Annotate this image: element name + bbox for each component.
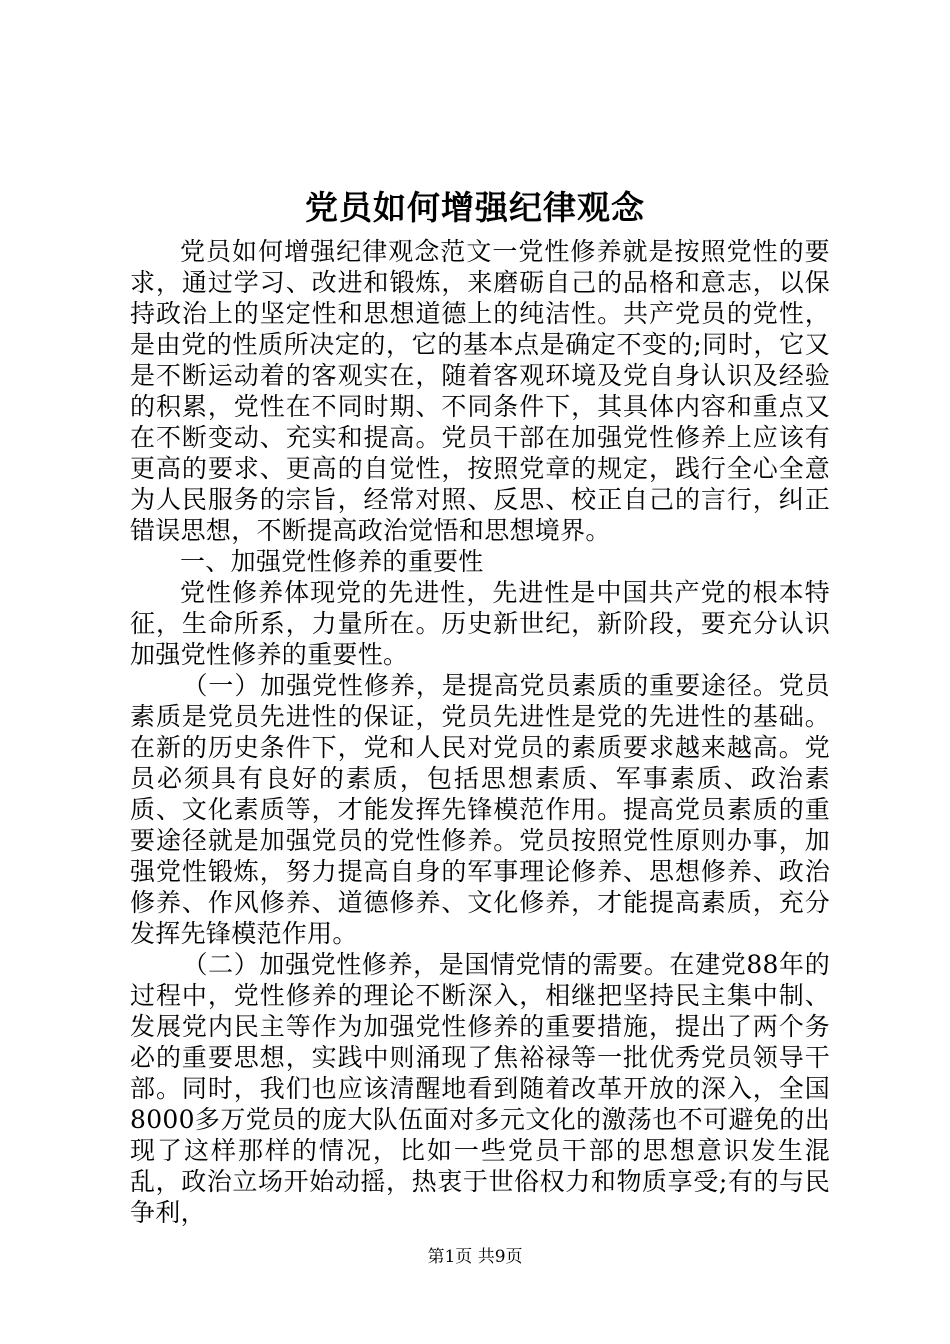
- intro-paragraph: 党员如何增强纪律观念范文一党性修养就是按照党性的要求，通过学习、改进和锻炼，来磨砺自己的品格和意志，以保持政治上的坚定性和思想道德上的纯洁性。共产党员的党性，是由党的性质所决定的，它的基本点是确定不变的;同时，它又是不断运动着的客观实在，随着客观环境及党自身认识及经验的积累，党性在不同时期、不同条件下，其具体内容和重点又在不断变动、充实和提高。党员干部在加强党性修养上应该有更高的要求、更高的自觉性，按照党章的规定，践行全心全意为人民服务的宗旨，经常对照、反思、校正自己的言行，纠正错误思想，不断提高政治觉悟和思想境界。: [130, 237, 830, 545]
- document-title: 党员如何增强纪律观念: [305, 188, 645, 227]
- page-number-footer: 第1页 共9页: [427, 1247, 523, 1267]
- subsection-paragraph-2: （二）加强党性修养，是国情党情的需要。在建党88年的过程中，党性修养的理论不断深入，相继把坚持民主集中制、发展党内民主等作为加强党性修养的重要措施，提出了两个务必的重要思想，实践中则涌现了焦裕禄等一批优秀党员领导干部。同时，我们也应该清醒地看到随着改革开放的深入，全国8000多万党员的庞大队伍面对多元文化的激荡也不可避免的出现了这样那样的情况，比如一些党员干部的思想意识发生混乱，政治立场开始动摇，热衷于世俗权力和物质享受;有的与民争利，: [130, 950, 830, 1227]
- section-heading: 一、加强党性修养的重要性: [180, 547, 484, 576]
- document-body: [130, 236, 830, 1228]
- subsection-paragraph-1: （一）加强党性修养，是提高党员素质的重要途径。党员素质是党员先进性的保证，党员先进性是党的先进性的基础。在新的历史条件下，党和人民对党员的素质要求越来越高。党员必须具有良好的素质，包括思想素质、军事素质、政治素质、文化素质等，才能发挥先锋模范作用。提高党员素质的重要途径就是加强党员的党性修养。党员按照党性原则办事，加强党性锻炼，努力提高自身的军事理论修养、思想修养、政治修养、作风修养、道德修养、文化修养，才能提高素质，充分发挥先锋模范作用。: [130, 671, 830, 948]
- section-paragraph: 党性修养体现党的先进性，先进性是中国共产党的根本特征，生命所系，力量所在。历史新世纪，新阶段，要充分认识加强党性修养的重要性。: [130, 578, 830, 669]
